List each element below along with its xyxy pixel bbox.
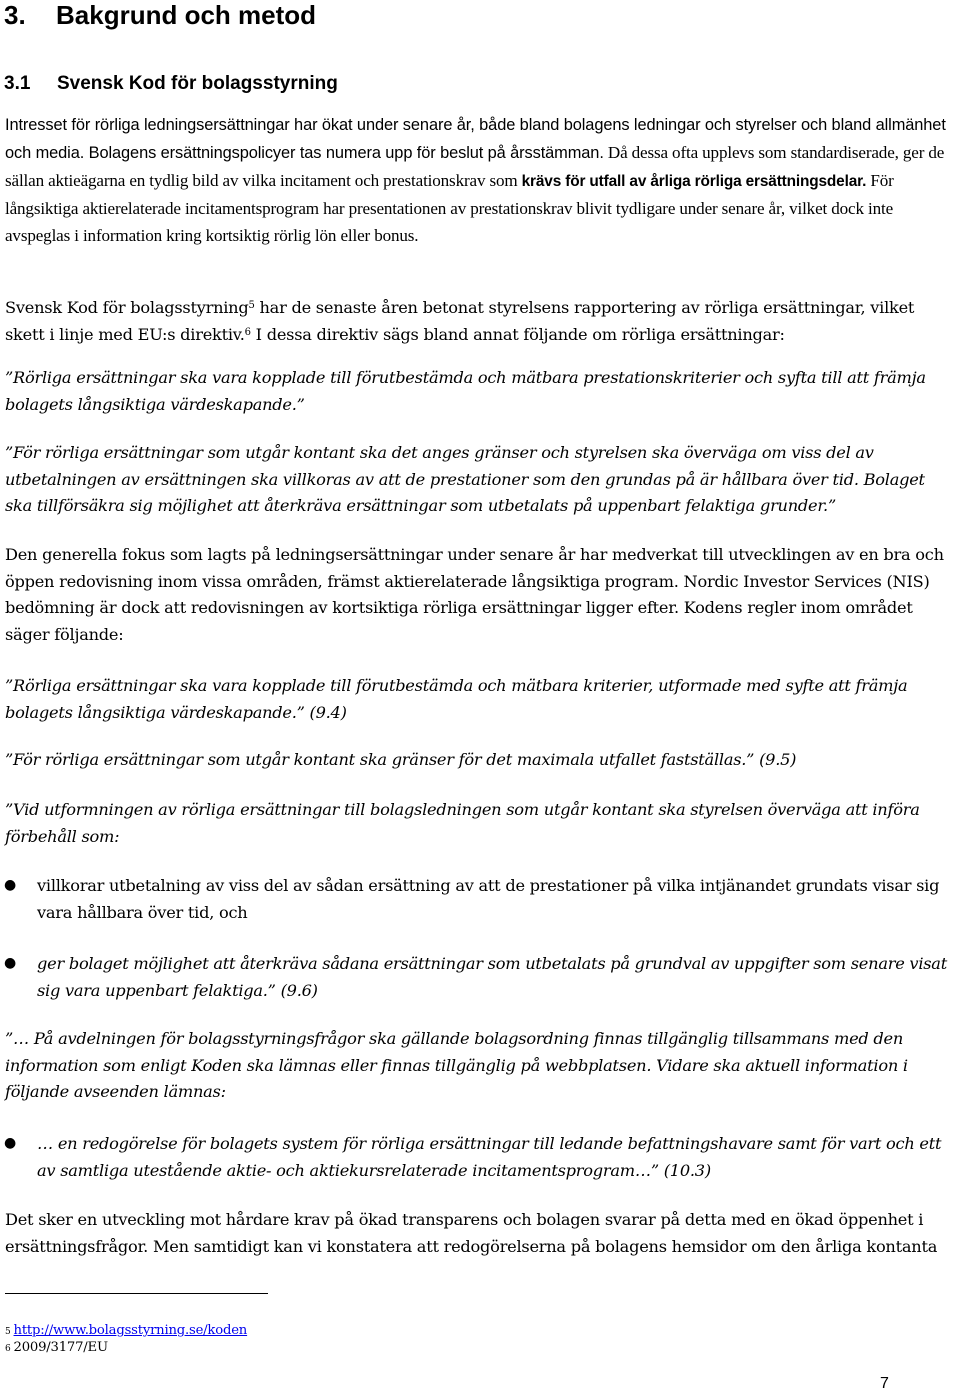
list-item-text: ger bolaget möjlighet att återkräva sådana ersättningar som utbetalats på grundval av uppgifter som senare visat sig vara uppenbart felaktiga.” (9.6): [37, 954, 947, 1000]
intro-run-1: Intresset för rörliga ledningsersättningar har ökat under senare år, både bland bolagens ledningar och styrelser och bland allmänhet och media. Bolagens ersättningspolicyer tas numera upp för beslut på årsstämman.: [5, 116, 946, 162]
footnote-ref-6: 6: [244, 326, 251, 338]
quote-directive-1: ”Rörliga ersättningar ska vara kopplade till förutbestämda och mätbara prestationskriterier och syfta till att främja bolagets långsiktiga värdeskapande.”: [5, 368, 926, 414]
footnote-number: 5: [5, 1327, 11, 1337]
page-number: 7: [880, 1375, 889, 1392]
section-number: 3.: [4, 0, 26, 30]
paragraph-focus: Den generella fokus som lagts på ledningsersättningar under senare år har medverkat till utvecklingen av en bra och öppen redovisning inom vissa områden, främst aktierelaterade långsiktiga program. Nordic Investor Services (NIS) bedömning är dock att redovisningen av kortsiktiga rörliga ersättningar ligger efter. Kodens regler inom området säger följande:: [5, 545, 944, 645]
quote-code-9-4: ”Rörliga ersättningar ska vara kopplade till förutbestämda och mätbara kriterier, utformade med syfte att främja bolagets långsiktiga värdeskapande.” (9.4): [5, 676, 908, 722]
subsection-number: 3.1: [4, 73, 31, 94]
code-text-2: har de senaste åren betonat styrelsens rapportering av rörliga ersättningar, vilket skett i linje med EU:s direktiv.: [5, 298, 915, 344]
list-item-text: … en redogörelse för bolagets system för rörliga ersättningar till ledande befattningshavare samt för vart och ett av samtliga utestående aktie- och aktiekursrelaterade incitamentsprogram…” (10.3): [37, 1134, 942, 1180]
footnote-text: 2009/3177/EU: [13, 1340, 108, 1355]
subsection-title: Svensk Kod för bolagsstyrning: [57, 73, 338, 94]
footnote-5: [5, 1322, 247, 1340]
subsection-heading: [4, 73, 338, 95]
paragraph-code: [5, 295, 955, 348]
quote-code-9-5: ”För rörliga ersättningar som utgår kontant ska gränser för det maximala utfallet fastställas.” (9.5): [5, 750, 797, 769]
code-text-3: I dessa direktiv sägs bland annat följande om rörliga ersättningar:: [250, 324, 785, 344]
bullet-icon: ●: [4, 877, 17, 893]
paragraph-transparency: Det sker en utveckling mot hårdare krav på ökad transparens och bolagen svarar på detta med en ökad öppenhet i ersättningsfrågor. Men samtidigt kan vi konstatera att redogörelserna på bolagens hemsidor om den årliga kontanta: [5, 1210, 938, 1256]
intro-run-4: För långsiktiga aktierelaterade incitamentsprogram har presentationen av prestationskrav blivit tydligare under senare år, vilket dock inte avspeglas i information kring kortsiktig rörlig lön eller bonus.: [5, 171, 894, 245]
list-item-text: villkorar utbetalning av viss del av sådan ersättning av att de prestationer på vilka intjänandet grundats visar sig vara hållbara över tid, och: [37, 876, 940, 922]
quote-code-9-6-intro: ”Vid utformningen av rörliga ersättningar till bolagsledningen som utgår kontant ska styrelsen överväga att införa förbehåll som:: [5, 800, 920, 846]
paragraph-intro: [5, 111, 950, 249]
footnote-6: [5, 1339, 108, 1357]
footnote-number: 6: [5, 1344, 11, 1354]
footnote-ref-5: 5: [248, 300, 255, 311]
footnote-divider: [5, 1293, 268, 1294]
quote-code-10-3-intro: ”… På avdelningen för bolagsstyrningsfrågor ska gällande bolagsordning finnas tillgänglig tillsammans med den information som enligt Koden ska lämnas eller finnas tillgänglig på webbplatsen. Vidare ska aktuell information i följande avseenden lämnas:: [5, 1029, 908, 1102]
intro-run-3: krävs för utfall av årliga rörliga ersättningsdelar.: [521, 173, 867, 190]
footnote-link[interactable]: http://www.bolagsstyrning.se/koden: [13, 1323, 248, 1338]
section-heading: [4, 0, 316, 31]
code-text-1: Svensk Kod för bolagsstyrning: [5, 298, 249, 317]
bullet-icon: ●: [4, 955, 17, 971]
section-title: Bakgrund och metod: [56, 0, 317, 30]
bullet-icon: ●: [4, 1135, 17, 1151]
intro-run-2: Då dessa ofta upplevs som standardiserade, ger de sällan aktieägarna en tydlig bild av vilka incitament och prestationskrav som: [5, 143, 945, 190]
quote-directive-2: ”För rörliga ersättningar som utgår kontant ska det anges gränser och styrelsen ska överväga om viss del av utbetalningen av ersättningen ska villkoras av att de prestationer som den grundas på är hållbara över tid. Bolaget ska tillförsäkra sig möjlighet att återkräva ersättningar som utbetalats på uppenbart felaktiga grunder.”: [5, 443, 925, 516]
